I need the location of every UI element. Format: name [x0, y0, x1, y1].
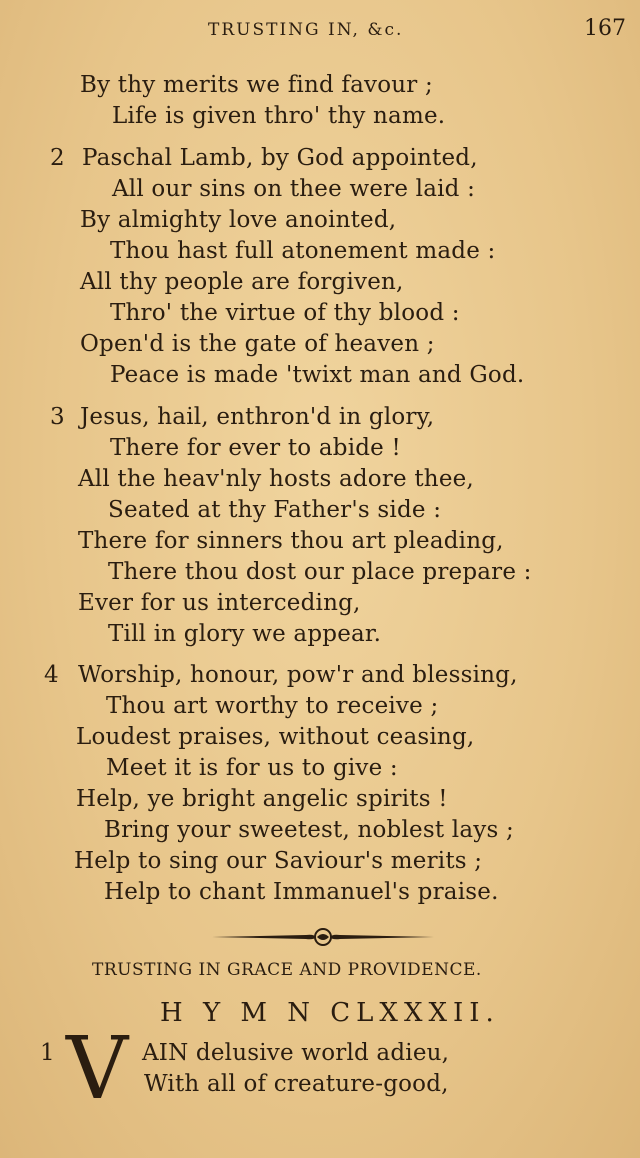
verse-line: Thou art worthy to receive ;	[106, 693, 439, 719]
verse-line: Life is given thro' thy name.	[112, 103, 446, 129]
verse-line: There for ever to abide !	[110, 435, 401, 461]
hymn-title: H Y M N CLXXXII.	[160, 998, 500, 1028]
stanza-number: 2	[50, 145, 65, 171]
stanza-number: 4	[44, 662, 59, 688]
stanza-number: 1	[40, 1040, 55, 1066]
verse-line: Paschal Lamb, by God appointed,	[82, 145, 478, 171]
verse-line: Loudest praises, without ceasing,	[76, 724, 475, 750]
verse-line: Thro' the virtue of thy blood :	[110, 300, 460, 326]
verse-line: Help to sing our Saviour's merits ;	[74, 848, 483, 874]
verse-line: With all of creature-good,	[144, 1071, 449, 1097]
page-number: 167	[584, 16, 626, 41]
verse-line: Seated at thy Father's side :	[108, 497, 442, 523]
stanza-number: 3	[50, 404, 65, 430]
verse-line: By thy merits we find favour ;	[80, 72, 433, 98]
verse-line: Jesus, hail, enthron'd in glory,	[80, 404, 435, 430]
verse-line: Bring your sweetest, noblest lays ;	[104, 817, 514, 843]
verse-line: By almighty love anointed,	[80, 207, 397, 233]
verse-line: There thou dost our place prepare :	[108, 559, 532, 585]
verse-line: There for sinners thou art pleading,	[78, 528, 504, 554]
running-head: TRUSTING IN, &c.	[208, 20, 404, 40]
verse-line: Help to chant Immanuel's praise.	[104, 879, 499, 905]
section-title: TRUSTING IN GRACE AND PROVIDENCE.	[92, 960, 482, 980]
verse-line: Help, ye bright angelic spirits !	[76, 786, 448, 812]
verse-line: All our sins on thee were laid :	[112, 176, 476, 202]
verse-line: Meet it is for us to give :	[106, 755, 398, 781]
verse-line: AIN delusive world adieu,	[142, 1040, 450, 1066]
verse-line: Open'd is the gate of heaven ;	[80, 331, 435, 357]
verse-line: Thou hast full atonement made :	[110, 238, 496, 264]
drop-cap: V	[66, 1019, 129, 1119]
verse-line: Peace is made 'twixt man and God.	[110, 362, 525, 388]
verse-line: All the heav'nly hosts adore thee,	[78, 466, 474, 492]
verse-line: All thy people are forgiven,	[80, 269, 404, 295]
ornament-divider	[210, 926, 436, 948]
verse-line: Worship, honour, pow'r and blessing,	[78, 662, 518, 688]
verse-line: Ever for us interceding,	[78, 590, 361, 616]
verse-line: Till in glory we appear.	[108, 621, 382, 647]
